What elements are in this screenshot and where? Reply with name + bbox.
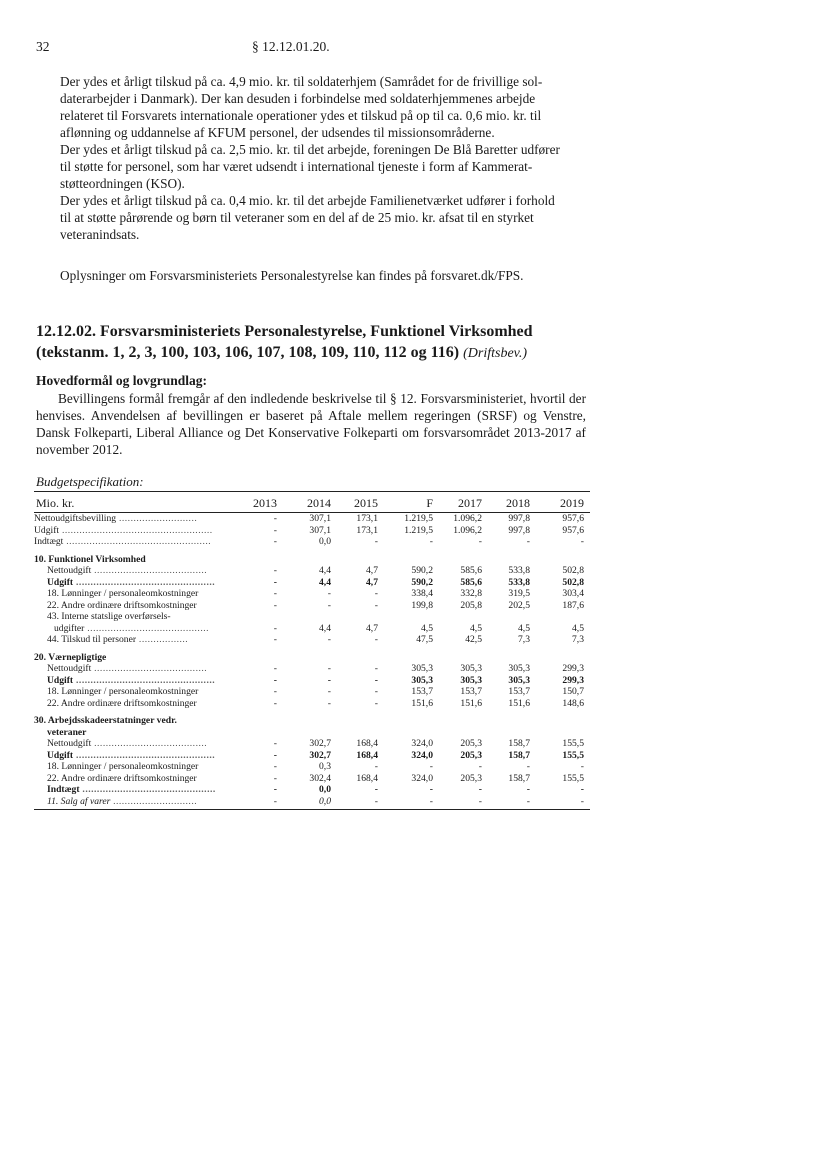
row-value: 199,8 [411, 599, 433, 611]
row-value: - [327, 634, 331, 645]
row-value: - [273, 749, 277, 761]
table-row [34, 773, 590, 785]
intro-line: Der ydes et årligt tilskud på ca. 0,4 mio. kr. til det arbejde Familienetværket udfører i forhold [60, 193, 555, 208]
leader-dots: ................................................ [73, 576, 216, 588]
intro-line: Der ydes et årligt tilskud på ca. 4,9 mio. kr. til soldaterhjem (Samrådet for de frivillige sol- [60, 74, 543, 89]
row-value: 957,6 [562, 513, 584, 524]
row-label [47, 761, 198, 773]
row-value: - [478, 761, 482, 772]
row-value: - [580, 536, 584, 547]
table-row [34, 623, 590, 635]
row-value: 585,6 [460, 576, 482, 588]
row-value: - [273, 784, 277, 795]
row-value: 324,0 [411, 738, 433, 749]
row-label-text: veteraner [47, 726, 87, 738]
column-header: 2013 [253, 496, 277, 510]
row-value: 4,4 [319, 622, 331, 634]
row-value: 7,3 [518, 634, 530, 645]
leader-dots: ............................. [110, 795, 198, 807]
row-value: - [374, 663, 378, 674]
row-value: 4,7 [366, 565, 378, 576]
row-value: 4,4 [319, 576, 331, 588]
row-label [54, 623, 209, 635]
row-label-text: 22. Andre ordinære driftsomkostninger [47, 697, 197, 709]
row-value: 319,5 [508, 588, 530, 599]
row-label-text: Nettoudgift [47, 663, 92, 674]
section-subtitle: (Driftsbev.) [463, 346, 528, 361]
row-value: 502,8 [562, 565, 584, 576]
row-value: - [273, 536, 277, 547]
row-value: 4,5 [421, 622, 433, 634]
row-value: 307,1 [309, 524, 331, 536]
row-value: 1.096,2 [453, 513, 482, 524]
purpose-heading: Hovedformål og lovgrundlag: [36, 373, 207, 388]
row-value: 47,5 [416, 634, 433, 645]
row-label [34, 554, 146, 566]
row-value: - [374, 599, 378, 611]
row-label [47, 698, 197, 710]
row-value: 1.219,5 [404, 524, 433, 536]
row-value: - [374, 634, 378, 645]
row-value: 299,3 [562, 663, 584, 674]
row-value: - [580, 784, 584, 795]
leader-dots: ....................................... [91, 565, 208, 576]
row-value: 533,8 [508, 565, 530, 576]
row-value: 155,5 [562, 772, 584, 784]
table-bottom-rule [34, 809, 590, 810]
row-value: - [327, 697, 331, 709]
row-label [47, 611, 171, 623]
row-label [47, 727, 86, 739]
row-value: 590,2 [411, 565, 433, 576]
row-value: - [374, 674, 378, 686]
row-value: 957,6 [562, 524, 584, 536]
row-value: 338,4 [411, 588, 433, 599]
row-label-text: 22. Andre ordinære driftsomkostninger [47, 772, 197, 784]
section-title-text: 12.12.02. Forsvarsministeriets Personalestyrelse, Funktionel Virksomhed (tekstanm. 1, 2, 3, 100, 103, 106, 107, 108, 109, 110, 112 og 116) [36, 323, 533, 361]
table-row [34, 554, 590, 566]
table-header [34, 492, 590, 513]
table-row [34, 536, 590, 548]
row-value: 158,7 [508, 772, 530, 784]
budget-table [34, 491, 590, 810]
leader-dots: ................. [136, 634, 189, 645]
fps-note: Oplysninger om Forsvarsministeriets Personalestyrelse kan findes på forsvaret.dk/FPS. [60, 268, 524, 283]
row-value: - [526, 795, 530, 807]
table-row [34, 698, 590, 710]
table-body [34, 513, 590, 807]
row-label-text: 43. Interne statslige overførsels- [47, 611, 171, 622]
row-value: - [327, 686, 331, 697]
row-label [34, 536, 211, 548]
column-header: 2014 [307, 496, 331, 510]
row-value: - [273, 761, 277, 772]
row-label [47, 750, 215, 762]
column-header: 2019 [560, 496, 584, 510]
row-label [47, 600, 197, 612]
row-value: - [327, 599, 331, 611]
leader-dots: ....................................... [91, 663, 208, 674]
row-value: 997,8 [508, 513, 530, 524]
row-value: - [478, 784, 482, 795]
table-row [34, 652, 590, 664]
row-value: - [374, 795, 378, 807]
row-value: - [374, 761, 378, 772]
column-header: F [426, 496, 433, 510]
row-value: 303,4 [562, 588, 584, 599]
leader-dots: ....................................... [91, 738, 208, 749]
column-header: 2017 [458, 496, 482, 510]
table-row [34, 784, 590, 796]
row-value: - [273, 622, 277, 634]
table-row [34, 675, 590, 687]
row-label-text: 30. Arbejdsskadeerstatninger vedr. [34, 715, 177, 726]
row-value: 4,4 [319, 565, 331, 576]
row-value: 155,5 [562, 738, 584, 749]
table-row [34, 600, 590, 612]
row-value: - [526, 536, 530, 547]
row-value: 205,3 [460, 738, 482, 749]
row-value: - [273, 599, 277, 611]
row-label [47, 738, 207, 750]
intro-line: til at støtte pårørende og børn til veteraner som en del af de 25 mio. kr. afsat til en styrket [60, 210, 534, 225]
leader-dots: .............................................. [79, 784, 216, 795]
row-value: 4,7 [366, 576, 378, 588]
intro-line: daterarbejder i Danmark). Der kan desuden i forbindelse med soldaterhjemmenes arbejde [60, 91, 536, 106]
row-value: - [273, 772, 277, 784]
leader-dots: .................................................... [59, 524, 213, 536]
row-value: - [273, 686, 277, 697]
purpose-text-body: Bevillingens formål fremgår af den indledende beskrivelse til § 12. Forsvarsministeriet, hvortil der henvises. Anvendelsen af bevillingen er baseret på Aftale mellem regeringen (SRSF) og Venstre, Dansk Folkeparti, Liberal Alliance og Det Konservative Folkeparti om forsvarsområdet 2013-2017 af november 2012. [36, 391, 586, 457]
row-label-text: 22. Andre ordinære driftsomkostninger [47, 599, 197, 611]
table-row [34, 565, 590, 577]
row-value: 305,3 [460, 663, 482, 674]
table-row [34, 577, 590, 589]
row-value: - [374, 588, 378, 599]
row-label-text: Udgift [47, 674, 74, 686]
row-value: 205,3 [460, 772, 482, 784]
row-value: 153,7 [411, 686, 433, 697]
row-value: 305,3 [411, 674, 433, 686]
leader-dots: .................................................. [63, 536, 212, 547]
row-label-text: 20. Værnepligtige [34, 651, 107, 663]
row-label-text: Udgift [47, 749, 74, 761]
row-label [47, 588, 198, 600]
row-value: 302,7 [309, 738, 331, 749]
table-row [34, 738, 590, 750]
table-row [34, 634, 590, 646]
row-label [47, 565, 207, 577]
row-value: 150,7 [562, 686, 584, 697]
row-value: 590,2 [411, 576, 433, 588]
row-value: - [526, 761, 530, 772]
row-value: - [580, 795, 584, 807]
row-label [47, 577, 215, 589]
row-label-text: 18. Lønninger / personaleomkostninger [47, 686, 199, 697]
row-value: 4,5 [572, 622, 584, 634]
row-value: 151,6 [508, 697, 530, 709]
row-value: 0,0 [319, 795, 331, 807]
row-value: - [273, 697, 277, 709]
row-value: - [429, 536, 433, 547]
intro-line: støtteordningen (KSO). [60, 176, 185, 191]
leader-dots: ........................... [116, 513, 198, 524]
row-value: 302,4 [309, 772, 331, 784]
row-label [47, 796, 197, 808]
row-value: - [580, 761, 584, 772]
table-row [34, 686, 590, 698]
row-value: - [273, 674, 277, 686]
row-value: - [429, 761, 433, 772]
page-number: 32 [36, 39, 50, 54]
row-value: - [273, 634, 277, 645]
row-value: 305,3 [411, 663, 433, 674]
row-value: - [429, 795, 433, 807]
purpose-text [36, 390, 586, 458]
row-value: 168,4 [356, 738, 378, 749]
row-value: 585,6 [460, 565, 482, 576]
row-label-text: Indtægt [47, 784, 80, 795]
leader-dots: ................................................ [73, 674, 216, 686]
row-value: 168,4 [356, 772, 378, 784]
row-label-text: Udgift [34, 524, 60, 536]
row-value: - [374, 697, 378, 709]
row-value: 533,8 [508, 576, 530, 588]
row-value: 168,4 [356, 749, 378, 761]
row-value: 324,0 [411, 749, 433, 761]
row-value: 299,3 [562, 674, 584, 686]
running-header: § 12.12.01.20. [252, 39, 330, 54]
row-value: 205,8 [460, 599, 482, 611]
row-label [47, 784, 216, 796]
row-value: 332,8 [460, 588, 482, 599]
row-value: 4,5 [518, 622, 530, 634]
row-value: 7,3 [572, 634, 584, 645]
table-row [34, 727, 590, 739]
row-value: 305,3 [508, 663, 530, 674]
leader-dots: .......................................... [84, 622, 210, 634]
row-value: 158,7 [508, 738, 530, 749]
row-value: 153,7 [460, 686, 482, 697]
row-value: - [478, 795, 482, 807]
row-value: - [526, 784, 530, 795]
row-value: 158,7 [508, 749, 530, 761]
row-label [47, 675, 215, 687]
section-title [36, 321, 586, 364]
table-row [34, 761, 590, 773]
row-label-text: 18. Lønninger / personaleomkostninger [47, 761, 199, 772]
row-value: 0,0 [319, 784, 331, 795]
row-value: 0,3 [319, 761, 331, 772]
table-row [34, 513, 590, 525]
row-value: - [374, 784, 378, 795]
row-value: 151,6 [460, 697, 482, 709]
intro-line: Der ydes et årligt tilskud på ca. 2,5 mio. kr. til det arbejde, foreningen De Blå Baretter udfører [60, 142, 560, 157]
row-label-text: Udgift [47, 576, 74, 588]
row-value: 305,3 [460, 674, 482, 686]
table-row [34, 715, 590, 727]
table-row [34, 796, 590, 808]
table-row [34, 588, 590, 600]
row-value: - [273, 663, 277, 674]
unit-label: Mio. kr. [36, 496, 75, 510]
intro-line: aflønning og uddannelse af KFUM personel, der udsendes til missionsområderne. [60, 125, 495, 140]
row-value: 42,5 [465, 634, 482, 645]
row-label-text: Nettoudgift [47, 565, 92, 576]
row-value: 305,3 [508, 674, 530, 686]
row-value: - [478, 536, 482, 547]
row-label [34, 513, 197, 525]
row-value: - [273, 738, 277, 749]
row-value: - [273, 524, 277, 536]
row-value: - [273, 588, 277, 599]
row-label [47, 663, 207, 675]
row-value: 4,7 [366, 622, 378, 634]
row-label-text: 11. Salg af varer [47, 795, 111, 807]
row-value: 324,0 [411, 772, 433, 784]
row-value: 173,1 [356, 513, 378, 524]
row-value: - [374, 686, 378, 697]
column-header: 2018 [506, 496, 530, 510]
row-value: - [273, 513, 277, 524]
table-row [34, 611, 590, 623]
row-label-text: 18. Lønninger / personaleomkostninger [47, 588, 199, 599]
row-label-text: Nettoudgiftsbevilling [34, 513, 117, 524]
column-header: 2015 [354, 496, 378, 510]
intro-line: relateret til Forsvarets internationale operationer ydes et tilskud på op til ca. 0,6 mio. kr. til [60, 108, 542, 123]
intro-line: til støtte for personel, som har været udsendt i international tjeneste i form af Kammerat- [60, 159, 533, 174]
row-label [47, 634, 188, 646]
row-label [34, 715, 177, 727]
row-value: - [273, 565, 277, 576]
row-label [34, 525, 213, 537]
row-value: 173,1 [356, 524, 378, 536]
row-label [47, 773, 197, 785]
table-row [34, 663, 590, 675]
intro-paragraphs [60, 73, 586, 243]
row-value: 148,6 [562, 697, 584, 709]
row-value: 1.219,5 [404, 513, 433, 524]
table-row [34, 525, 590, 537]
row-label-text: Indtægt [34, 536, 64, 547]
row-label-text: 44. Tilskud til personer [47, 634, 137, 645]
row-value: 155,5 [562, 749, 584, 761]
row-label-text: 10. Funktionel Virksomhed [34, 553, 146, 565]
intro-line: veteranindsats. [60, 227, 140, 242]
row-value: - [327, 674, 331, 686]
row-label-text: udgifter [54, 622, 85, 634]
row-value: 205,3 [460, 749, 482, 761]
table-row [34, 750, 590, 762]
row-label [47, 686, 198, 698]
row-value: - [374, 536, 378, 547]
leader-dots: ................................................ [73, 749, 216, 761]
row-value: - [327, 588, 331, 599]
row-label-text: Nettoudgift [47, 738, 92, 749]
row-value: 1.096,2 [453, 524, 482, 536]
row-value: 151,6 [411, 697, 433, 709]
row-label [34, 652, 106, 664]
row-value: 502,8 [562, 576, 584, 588]
budget-title: Budgetspecifikation: [36, 474, 144, 489]
row-value: 153,7 [508, 686, 530, 697]
row-value: - [327, 663, 331, 674]
row-value: 202,5 [508, 599, 530, 611]
row-value: 187,6 [562, 599, 584, 611]
row-value: - [273, 576, 277, 588]
row-value: 302,7 [309, 749, 331, 761]
row-value: 4,5 [470, 622, 482, 634]
row-value: - [273, 795, 277, 807]
row-value: 0,0 [319, 536, 331, 547]
row-value: 307,1 [309, 513, 331, 524]
row-value: - [429, 784, 433, 795]
row-value: 997,8 [508, 524, 530, 536]
